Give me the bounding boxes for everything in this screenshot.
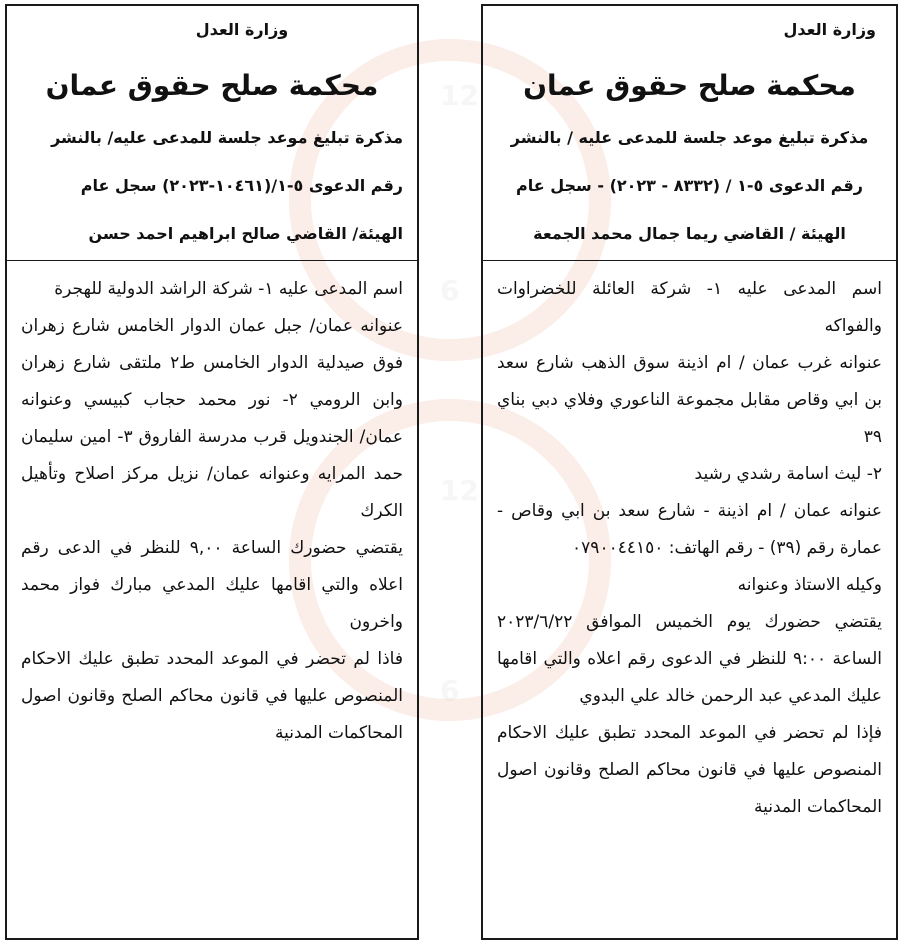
svg-text:6: 6 — [440, 674, 460, 707]
court-title: محكمة صلح حقوق عمان — [523, 69, 856, 102]
ministry-name: وزارة العدل — [783, 20, 876, 39]
judge-panel: الهيئة / القاضي ريما جمال محمد الجمعة — [533, 224, 846, 243]
svg-text:6: 6 — [440, 274, 460, 307]
memo-title: مذكرة تبليغ موعد جلسة للمدعى عليه / بالنشر — [510, 128, 869, 147]
judge-panel: الهيئة/ القاضي صالح ابراهيم احمد حسن — [88, 224, 403, 243]
defendant-name: اسم المدعى عليه ١- شركة العائلة للخضراوات والفواكه — [497, 279, 882, 336]
svg-text:12: 12 — [440, 474, 479, 507]
warning-clause: فاذا لم تحضر في الموعد المحدد تطبق عليك الاحكام المنصوص عليها في قانون محاكم الصلح وقانون اصول المحاكمات المدنية — [21, 649, 403, 743]
defendant-address: عنوانه غرب عمان / ام اذينة سوق الذهب شارع سعد بن ابي وقاص مقابل مجموعة الناعوري وفلاي دبي بناي ٣٩ — [497, 353, 882, 447]
second-defendant-address: عنوانه عمان / ام اذينة - شارع سعد بن ابي وقاص - عمارة رقم (٣٩) - رقم الهاتف: ٠٧٩٠٠٤٤١٥٠ — [497, 501, 882, 558]
attorney-line: وكيله الاستاذ وعنوانه — [737, 575, 882, 595]
memo-title: مذكرة تبليغ موعد جلسة للمدعى عليه/ بالنشر — [51, 128, 403, 147]
svg-text:12: 12 — [440, 79, 479, 112]
defendant-name: اسم المدعى عليه ١- شركة الراشد الدولية للهجرة — [54, 279, 403, 299]
defendant-addresses: عنوانه عمان/ جبل عمان الدوار الخامس شارع زهران فوق صيدلية الدوار الخامس ط٢ ملتقى شارع زهران وابن الرومي ٢- نور محمد حجاب كبيسي وعنوانه عمان/ الجندويل قرب مدرسة الفاروق ٣- امين سليمان حمد المرايه وعنوانه عمان/ نزيل مركز اصلاح وتأهيل الكرك — [21, 316, 403, 521]
left-court-notice — [5, 4, 419, 940]
case-number: رقم الدعوى ٥-١/(١٠٤٦١-٢٠٢٣) سجل عام — [80, 176, 403, 195]
notice-body — [497, 271, 882, 826]
hearing-details: يقتضي حضورك الساعة ٩,٠٠ للنظر في الدعى رقم اعلاه والتي اقامها عليك المدعي مبارك فواز محمد واخرون — [21, 538, 403, 632]
warning-clause: فإذا لم تحضر في الموعد المحدد تطبق عليك الاحكام المنصوص عليها في قانون محاكم الصلح وقانون اصول المحاكمات المدنية — [497, 723, 882, 817]
second-defendant: ٢- ليث اسامة رشدي رشيد — [694, 464, 882, 484]
court-title: محكمة صلح حقوق عمان — [45, 69, 379, 102]
notice-body — [21, 271, 403, 752]
hearing-details: يقتضي حضورك يوم الخميس الموافق ٢٠٢٣/٦/٢٢ الساعة ٩:٠٠ للنظر في الدعوى رقم اعلاه والتي اقامها عليك المدعي عبد الرحمن خالد علي البدوي — [497, 612, 882, 706]
case-number: رقم الدعوى ٥-١ / (٨٣٣٢ - ٢٠٢٣) - سجل عام — [516, 176, 863, 195]
section-divider — [483, 260, 896, 261]
ministry-name: وزارة العدل — [195, 20, 289, 39]
right-court-notice — [481, 4, 898, 940]
section-divider — [7, 260, 417, 261]
